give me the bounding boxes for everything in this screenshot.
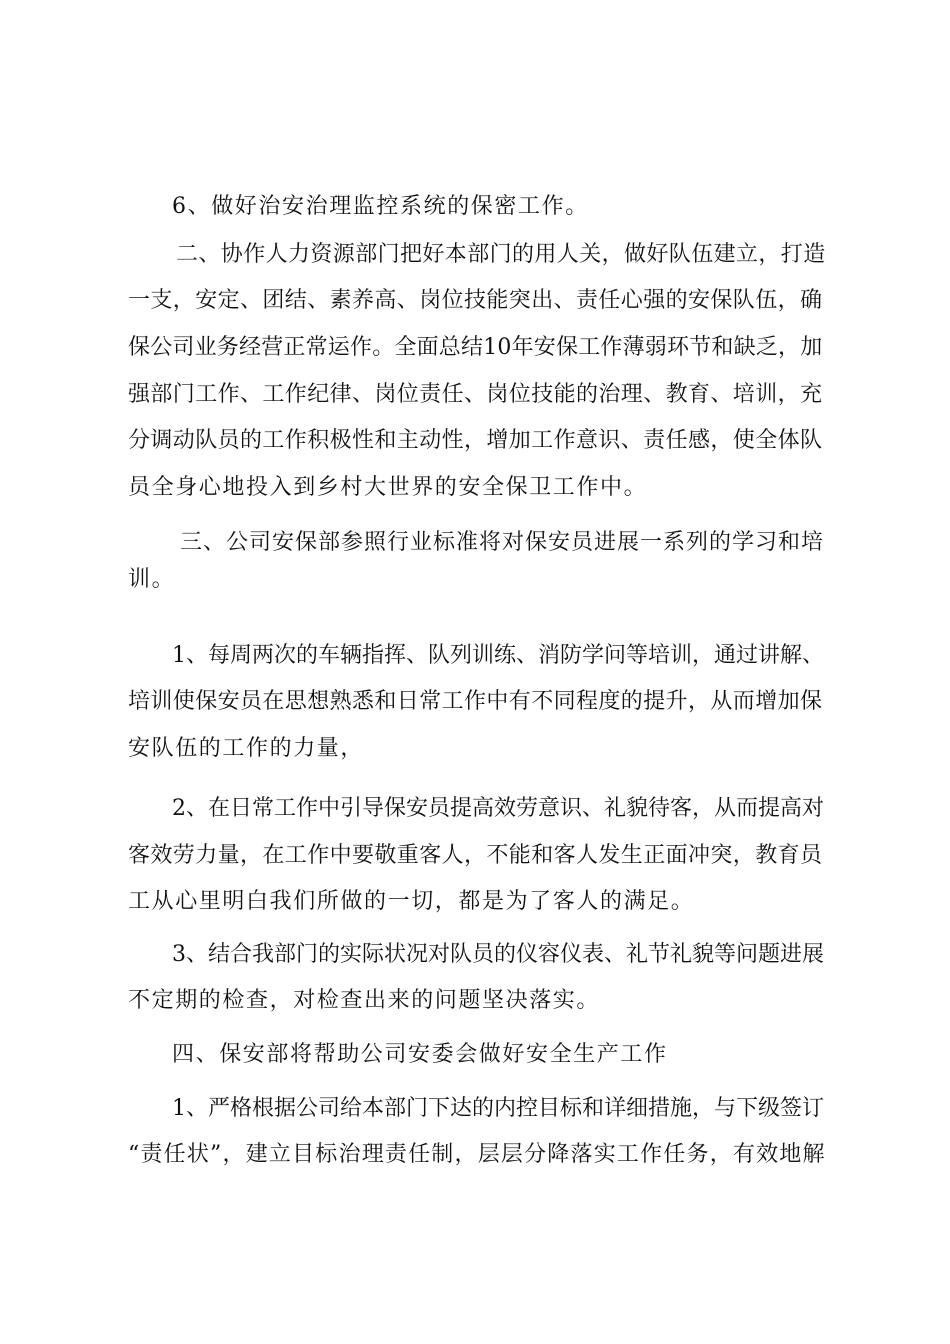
paragraph-line: 分调动队员的工作积极性和主动性，增加工作意识、责任感，使全体队 [128, 428, 823, 453]
paragraph-line: 1、严格根据公司给本部门下达的内控目标和详细措施，与下级签订 [172, 1096, 824, 1121]
paragraph-line: 二、协作人力资源部门把好本部门的用人关，做好队伍建立，打造 [176, 242, 826, 267]
paragraph-line: 保公司业务经营正常运作。全面总结10年安保工作薄弱环节和缺乏，加 [128, 335, 823, 360]
paragraph-line: 不定期的检查，对检查出来的问题坚决落实。 [128, 988, 601, 1013]
paragraph-line: 一支，安定、团结、素养高、岗位技能突出、责任心强的安保队伍，确 [128, 288, 823, 313]
paragraph-line: 训。 [128, 567, 176, 592]
paragraph-line: 培训使保安员在思想熟悉和日常工作中有不同程度的提升，从而增加保 [128, 689, 823, 714]
paragraph-line: 3、结合我部门的实际状况对队员的仪容仪表、礼节礼貌等问题进展 [172, 942, 824, 967]
paragraph-line: 2、在日常工作中引导保安员提高效劳意识、礼貌待客，从而提高对 [172, 796, 824, 821]
paragraph-line: 三、公司安保部参照行业标准将对保安员进展一系列的学习和培 [180, 530, 825, 555]
paragraph-line: 1、每周两次的车辆指挥、队列训练、消防学问等培训，通过讲解、 [172, 643, 824, 668]
paragraph-line: 安队伍的工作的力量， [128, 736, 365, 761]
paragraph-line: 强部门工作、工作纪律、岗位责任、岗位技能的治理、教育、培训，充 [128, 382, 823, 407]
paragraph-line: 四、保安部将帮助公司安委会做好安全生产工作 [172, 1042, 668, 1067]
paragraph-line: 工从心里明白我们所做的一切，都是为了客人的满足。 [128, 889, 695, 914]
paragraph-line: 员全身心地投入到乡村大世界的安全保卫工作中。 [128, 475, 648, 500]
paragraph-line: 6、做好治安治理监控系统的保密工作。 [172, 194, 589, 219]
paragraph-line: “责任状”，建立目标治理责任制，层层分降落实工作任务，有效地解 [128, 1142, 826, 1167]
paragraph-line: 客效劳力量，在工作中要敬重客人，不能和客人发生正面冲突，教育员 [128, 843, 823, 868]
